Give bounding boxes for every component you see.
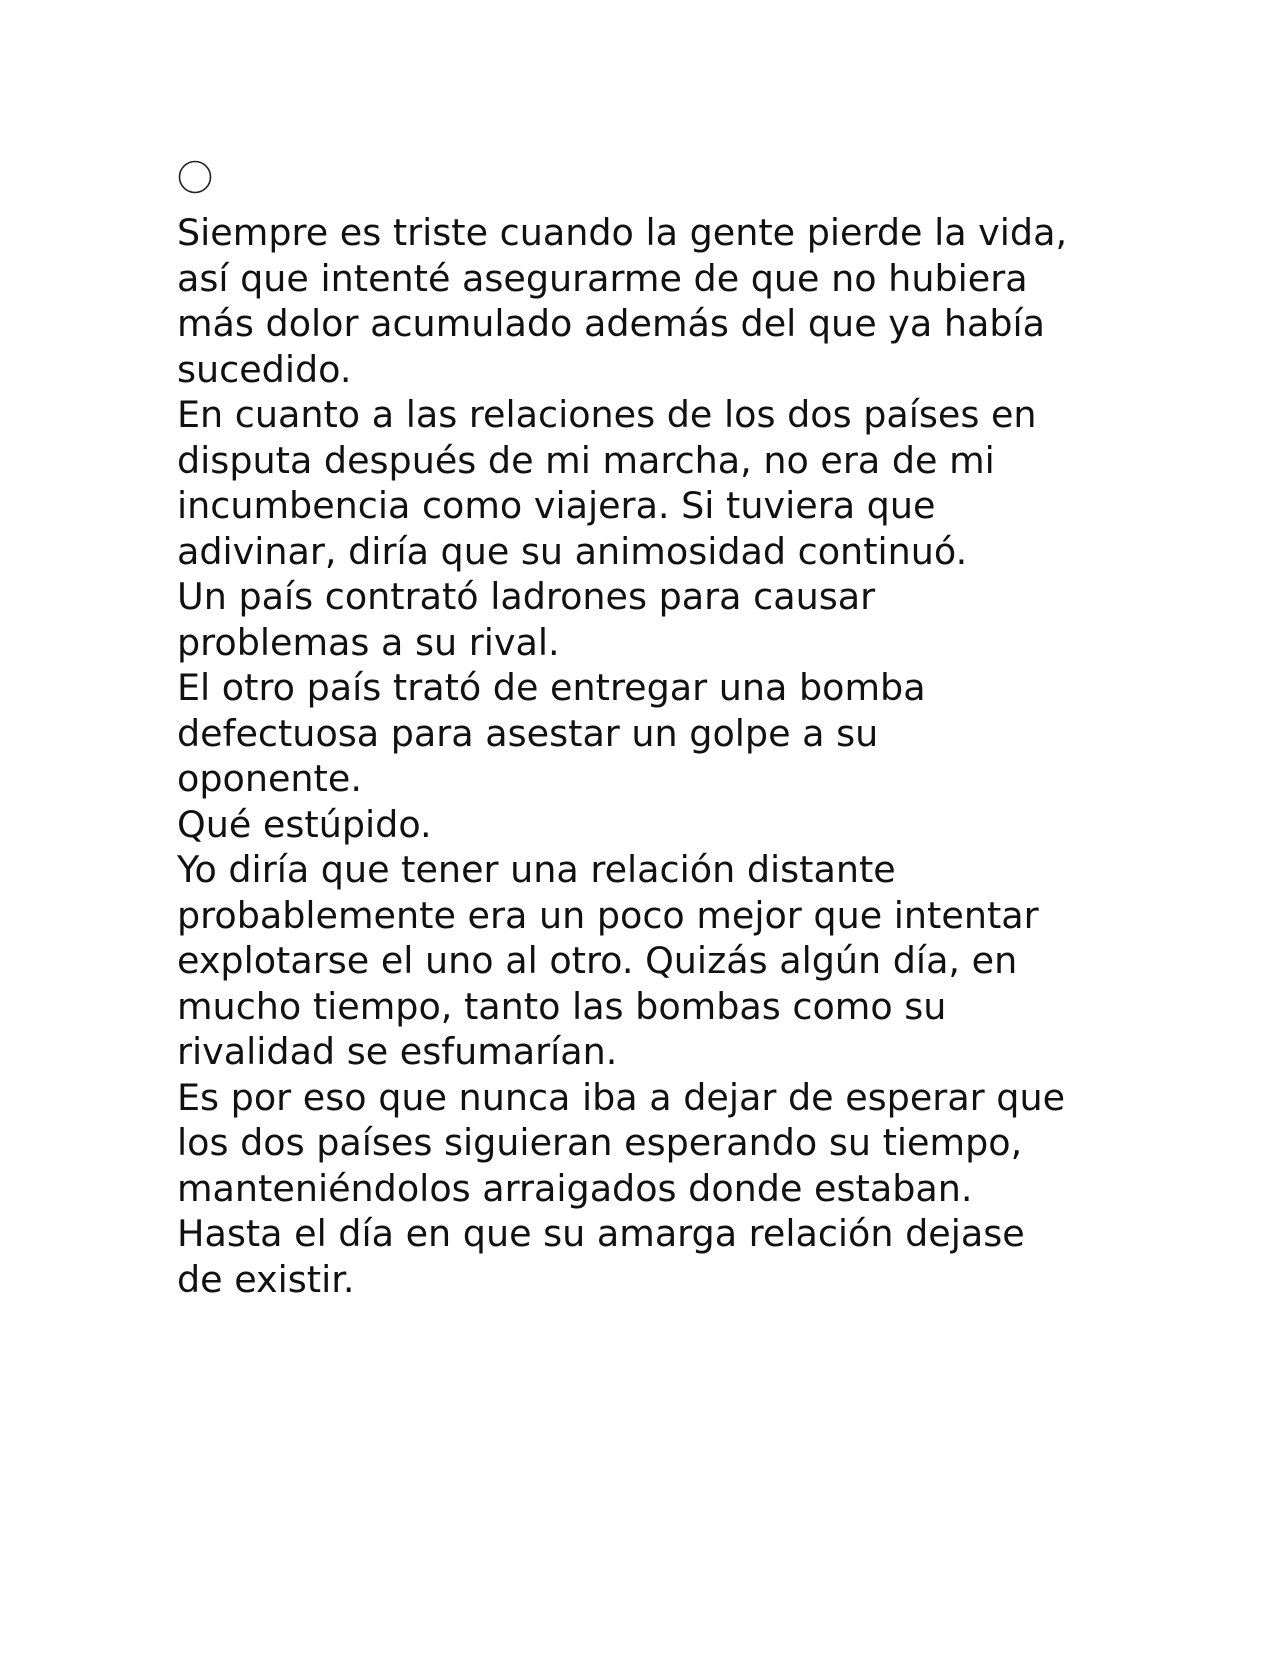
text-line: incumbencia como viajera. Si tuviera que: [177, 484, 936, 527]
text-line: problemas a su rival.: [177, 620, 560, 664]
text-line: mucho tiempo, tanto las bombas como su: [177, 984, 947, 1028]
text-line: así que intenté asegurarme de que no hubiera: [177, 256, 1028, 300]
text-line: El otro país trató de entregar una bomba: [177, 666, 926, 709]
text-line: rivalidad se esfumarían.: [177, 1030, 618, 1073]
text-line: adivinar, diría que su animosidad continuó.: [177, 529, 968, 573]
text-line: los dos países siguieran esperando su tiempo,: [177, 1121, 1023, 1164]
text-line: disputa después de mi marcha, no era de mi: [177, 438, 995, 482]
text-line: manteniéndolos arraigados donde estaban.: [177, 1166, 973, 1210]
text-line: Un país contrató ladrones para causar: [177, 575, 876, 618]
circle-outline-icon: [178, 160, 212, 194]
body-text: [177, 210, 1137, 1302]
text-line: Yo diría que tener una relación distante: [177, 848, 896, 891]
text-line: probablemente era un poco mejor que intentar: [177, 893, 1039, 937]
text-line: explotarse el uno al otro. Quizás algún día, en: [177, 939, 1018, 982]
text-line: Es por eso que nunca iba a dejar de esperar que: [177, 1075, 1066, 1119]
text-line: Qué estúpido.: [177, 802, 432, 846]
text-line: defectuosa para asestar un golpe a su: [177, 711, 879, 755]
text-line: más dolor acumulado además del que ya había: [177, 302, 1045, 345]
text-line: de existir.: [177, 1257, 355, 1301]
text-line: En cuanto a las relaciones de los dos países en: [177, 393, 1037, 436]
text-line: Hasta el día en que su amarga relación dejase: [177, 1212, 1025, 1255]
text-line: oponente.: [177, 757, 362, 800]
text-line: sucedido.: [177, 347, 352, 391]
text-line: Siempre es triste cuando la gente pierde la vida,: [177, 211, 1068, 254]
